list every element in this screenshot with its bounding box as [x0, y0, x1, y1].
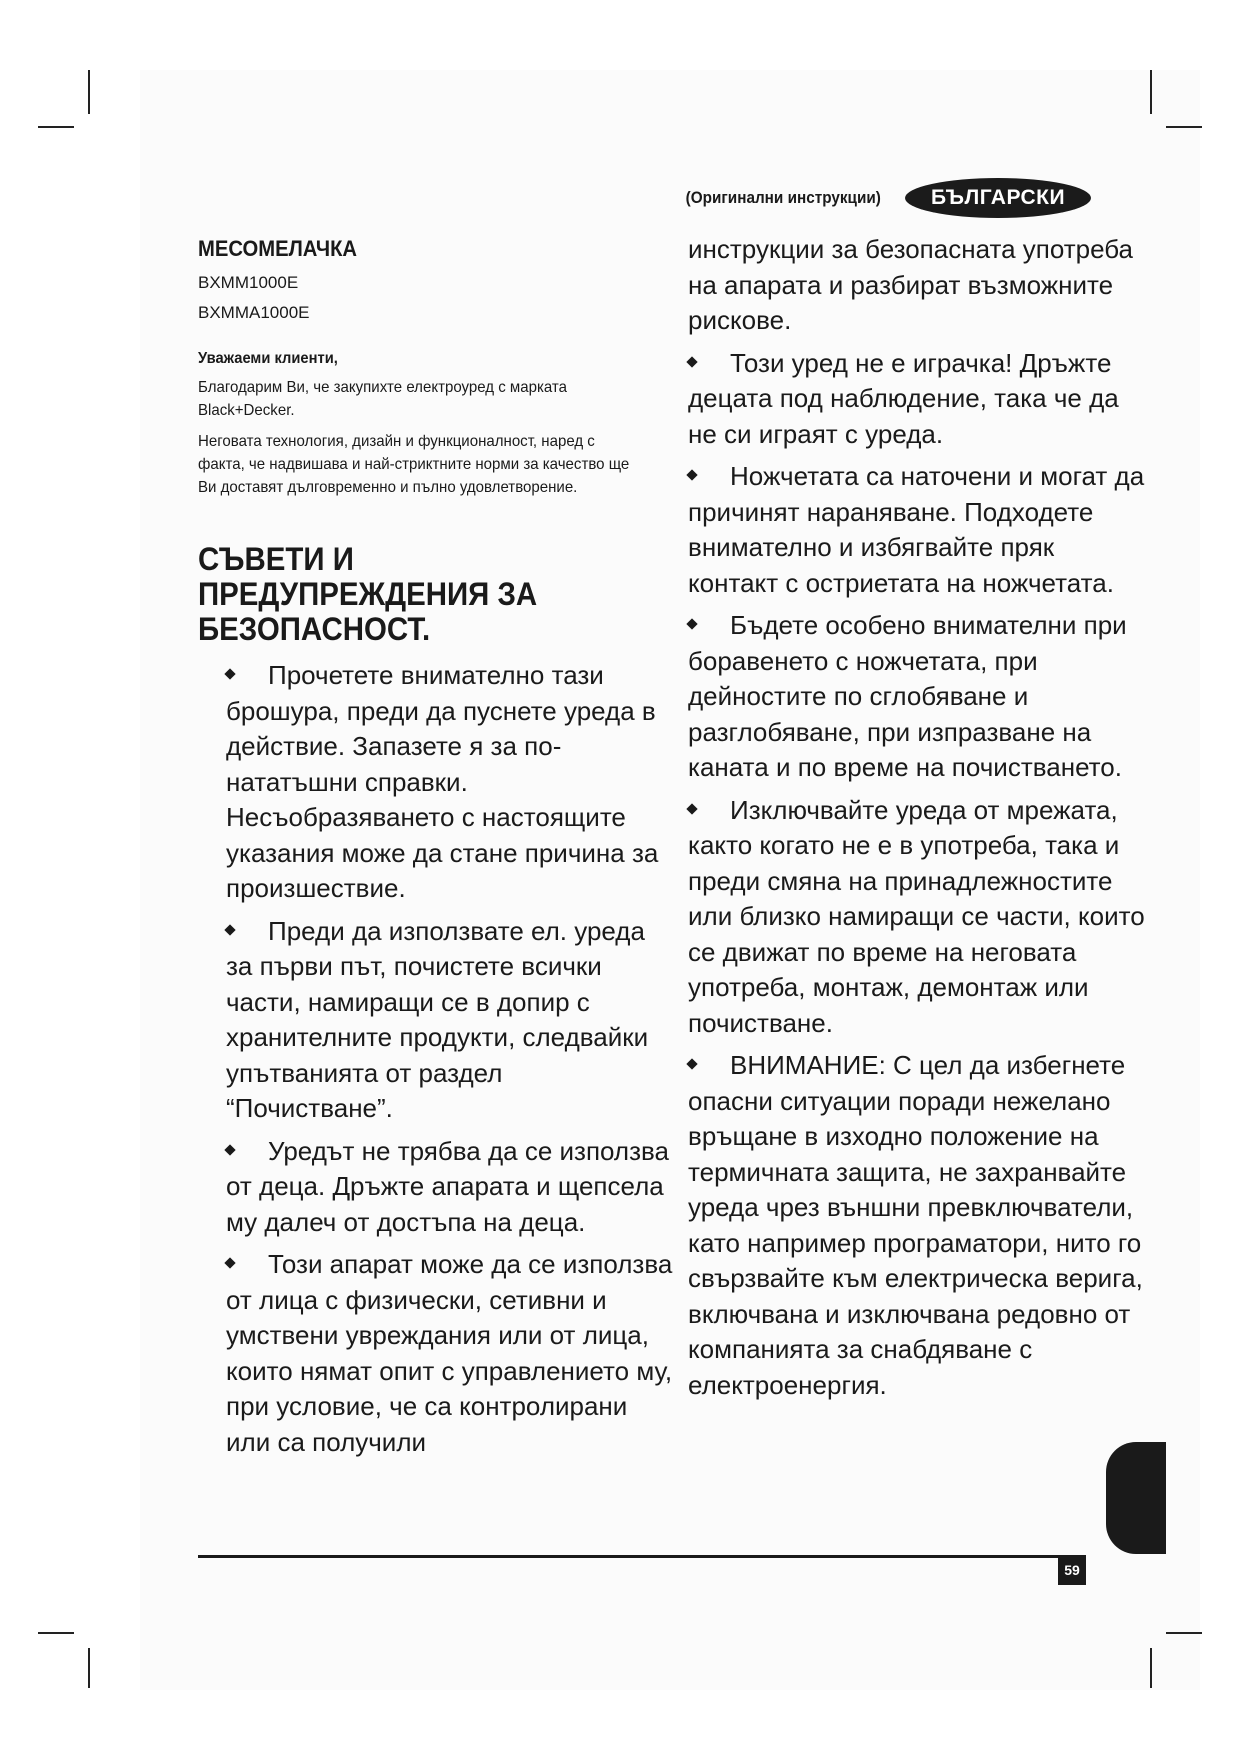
list-item-text: Бъдете особено внимателни при боравенето с ножчетата, при дейностите по сглобяване и разглобяване, при изпразване на каната и по време на почистването. — [688, 610, 1127, 782]
safety-list — [226, 658, 676, 1460]
diamond-bullet-icon — [686, 803, 697, 814]
diamond-bullet-icon — [224, 1257, 235, 1268]
section-title-line: ПРЕДУПРЕЖДЕНИЯ ЗА — [198, 576, 538, 612]
list-item — [688, 1048, 1148, 1403]
list-item-text: Преди да използвате ел. уреда за първи път, почистете всички части, намиращи се в допир с хранителните продукти, следвайки упътванията от раздел “Почистване”. — [226, 915, 649, 1123]
model-number: BXMMA1000E — [198, 303, 310, 322]
list-item — [688, 459, 1148, 601]
safety-list — [688, 346, 1148, 1404]
list-item — [226, 914, 676, 1127]
list-item-text: Уредът не трябва да се използва от деца. Дръжте апарата и щепсела му далеч от достъпа на деца. — [226, 1135, 669, 1237]
page-number: 59 — [1058, 1555, 1086, 1585]
diamond-bullet-icon — [686, 618, 697, 629]
list-item-text: Изключвайте уреда от мрежата, както когато не е в употреба, така и преди смяна на принадлежностите или близко намиращи се части, които се движат по време на неговата употреба, монтаж, демонтаж или почистване. — [688, 794, 1145, 1038]
diamond-bullet-icon — [224, 668, 235, 679]
crop-mark — [88, 70, 90, 114]
section-title — [198, 542, 630, 647]
diamond-bullet-icon — [224, 924, 235, 935]
crop-mark — [1150, 70, 1152, 114]
footer-rule — [198, 1555, 1086, 1558]
list-item — [688, 346, 1148, 453]
language-badge: БЪЛГАРСКИ — [905, 178, 1091, 218]
crop-mark — [88, 1648, 90, 1688]
original-instructions-note: (Оригинални инструкции) — [685, 188, 881, 207]
crop-mark — [1166, 126, 1202, 128]
continued-text: инструкции за безопасната употреба на апарата и разбират възможните рискове. — [688, 234, 1134, 335]
product-title: МЕСОМЕЛАЧКА — [198, 236, 358, 261]
list-item-text: ВНИМАНИЕ: С цел да избегнете опасни ситуации поради нежелано връщане в изходно положение на термичната защита, не захранвайте уреда чрез външни превключватели, като например програматори, нито го свързвайте към електрическа верига, включвана и изключвана редовно от компанията за снабдяване с електроенергия. — [688, 1050, 1143, 1400]
list-item-text: Прочетете внимателно тази брошура, преди да пуснете уреда в действие. Запазете я за по-нататъшни справки. Несъобразяването с настоящите указания може да стане причина за произшествие. — [226, 660, 659, 903]
list-item — [688, 793, 1148, 1042]
model-number: BXMM1000E — [198, 273, 299, 292]
diamond-bullet-icon — [224, 1144, 235, 1155]
intro-paragraph: Неговата технология, дизайн и функционалност, наред с факта, че надвишава и най-стриктните норми за качество ще Ви доставят дълговременно и пълно удовлетворение. — [198, 433, 630, 496]
crop-mark — [38, 126, 74, 128]
right-column — [688, 232, 1148, 1410]
language-side-tab — [1106, 1442, 1166, 1554]
page-header — [670, 178, 1091, 218]
list-item — [226, 1247, 676, 1460]
crop-mark — [38, 1632, 74, 1634]
intro-paragraph: Благодарим Ви, че закупихте електроуред с марката Black+Decker. — [198, 379, 568, 419]
list-item — [688, 608, 1148, 786]
list-item — [226, 1134, 676, 1241]
diamond-bullet-icon — [686, 1058, 697, 1069]
list-item-text: Този уред не е играчка! Дръжте децата под наблюдение, така че да не си играят с уреда. — [688, 347, 1119, 449]
greeting: Уважаеми клиенти, — [198, 350, 338, 367]
list-item-text: Този апарат може да се използва от лица с физически, сетивни и умствени увреждания или от лица, които нямат опит с управлението му, при условие, че са контролирани или са получили — [226, 1249, 673, 1457]
list-item-text: Ножчетата са наточени и могат да причинят нараняване. Подходете внимателно и избягвайте пряк контакт с остриетата на ножчетата. — [688, 461, 1145, 598]
list-item — [226, 658, 676, 907]
diamond-bullet-icon — [686, 469, 697, 480]
diamond-bullet-icon — [686, 356, 697, 367]
left-column — [198, 230, 673, 1467]
section-title-line: СЪВЕТИ И — [198, 541, 354, 577]
crop-mark — [1166, 1632, 1202, 1634]
crop-mark — [1150, 1648, 1152, 1688]
section-title-line: БЕЗОПАСНОСТ. — [198, 611, 431, 647]
